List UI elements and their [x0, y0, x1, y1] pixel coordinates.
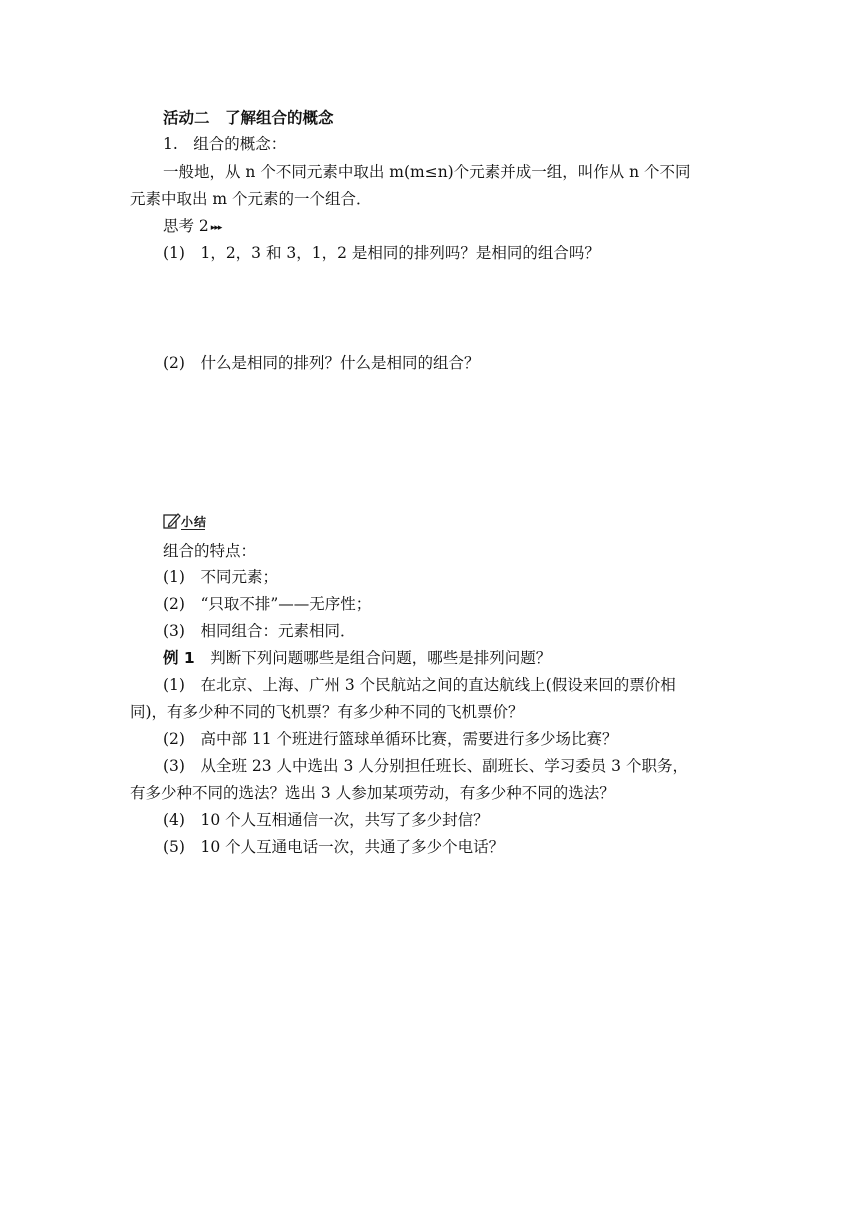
summary-badge — [163, 512, 223, 532]
think-label: 思考 2 — [163, 217, 209, 235]
example-q1-line-1: (1) 在北京、上海、广州 3 个民航站之间的直达航线上(假设来回的票价相 — [163, 676, 676, 694]
definition-line-2: 元素中取出 m 个元素的一个组合． — [130, 190, 372, 208]
summary-underline — [181, 529, 205, 530]
example-q3-line-2: 有多少种不同的选法？选出 3 人参加某项劳动，有多少种不同的选法？ — [130, 784, 615, 802]
example-line — [163, 648, 551, 668]
summary-title: 小结 — [181, 515, 208, 529]
example-q4: (4) 10 个人互相通信一次，共写了多少封信？ — [163, 811, 489, 829]
example-q2: (2) 高中部 11 个班进行篮球单循环比赛，需要进行多少场比赛？ — [163, 730, 618, 748]
concept-item-label: 1. 组合的概念： — [163, 135, 287, 153]
think-question-2: (2) 什么是相同的排列？什么是相同的组合？ — [163, 354, 480, 372]
think-question-1: (1) 1，2，3 和 3，1，2 是相同的排列吗？是相同的组合吗？ — [163, 244, 600, 262]
example-q1-line-2: 同)，有多少种不同的飞机票？有多少种不同的飞机票价？ — [130, 703, 524, 721]
example-q3-line-1: (3) 从全班 23 人中选出 3 人分别担任班长、副班长、学习委员 3 个职务， — [163, 757, 688, 775]
think-label-line — [163, 216, 221, 238]
example-text: 判断下列问题哪些是组合问题，哪些是排列问题？ — [194, 649, 552, 667]
example-label: 例 1 — [163, 649, 195, 667]
activity-heading: 活动二 了解组合的概念 — [163, 109, 334, 127]
triangle-arrows-icon: ▸▸▸ — [210, 223, 222, 233]
summary-point-2: (2) “只取不排”——无序性； — [163, 595, 372, 613]
definition-line-1: 一般地，从 n 个不同元素中取出 m(m≤n)个元素并成一组，叫作从 n 个不同 — [163, 163, 691, 181]
summary-point-1: (1) 不同元素； — [163, 568, 278, 586]
pencil-note-icon — [163, 512, 181, 530]
example-q5: (5) 10 个人互通电话一次，共通了多少个电话？ — [163, 838, 505, 856]
summary-point-3: (3) 相同组合：元素相同． — [163, 622, 356, 640]
summary-intro: 组合的特点： — [163, 542, 257, 560]
